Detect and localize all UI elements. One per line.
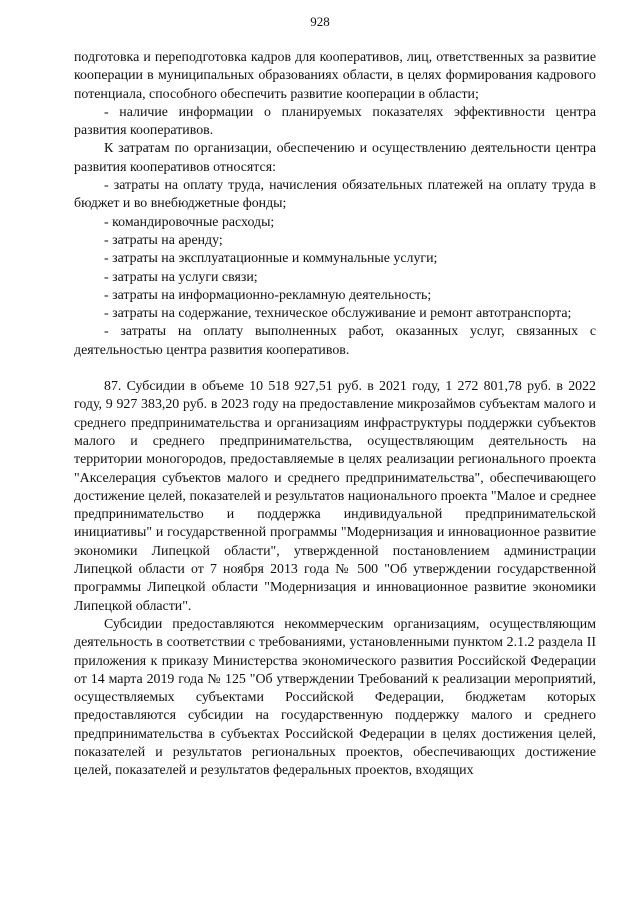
page-number: 928 <box>310 14 330 29</box>
paragraph-subsidy-recipients: Субсидии предоставляются некоммерческим организациям, осуществляющим деятельность в соответствии с требованиями, установленными пунктом 2.1.2 раздела II приложения к приказу Министерства экономического развития Российской Федерации от 14 марта 2019 года № 125 "Об утверждении Требований к реализации мероприятий, осуществляемых субъектами Российской Федерации, бюджетам которых предоставляются субсидии на государственную поддержку малого и среднего предпринимательства в субъектах Российской Федерации в целях достижения целей, показателей и результатов региональных проектов, обеспечивающих достижение целей, показателей и результатов федеральных проектов, входящих <box>74 616 596 779</box>
list-item-communication-costs: - затраты на услуги связи; <box>104 269 258 285</box>
document-body <box>74 49 596 781</box>
list-item-labor-costs: - затраты на оплату труда, начисления обязательных платежей на оплату труда в бюджет и во внебюджетные фонды; <box>74 178 596 212</box>
section-gap <box>74 360 596 378</box>
list-item-advertising-costs: - затраты на информационно-рекламную деятельность; <box>104 287 432 303</box>
paragraph-costs-intro: К затратам по организации, обеспечению и осуществлению деятельности центра развития кооперативов относятся: <box>74 141 596 175</box>
list-item-travel-costs: - командировочные расходы; <box>104 214 275 230</box>
paragraph-cadres: подготовка и переподготовка кадров для кооперативов, лиц, ответственных за развитие кооперации в муниципальных образованиях области, в целях формирования кадрового потенциала, способного обеспечить развитие кооперации в области; <box>74 50 596 102</box>
list-item-utility-costs: - затраты на эксплуатационные и коммунальные услуги; <box>104 251 438 267</box>
list-item-vehicle-costs: - затраты на содержание, техническое обслуживание и ремонт автотранспорта; <box>104 306 572 322</box>
paragraph-item-87: 87. Субсидии в объеме 10 518 927,51 руб. в 2021 году, 1 272 801,78 руб. в 2022 году, 9 927 383,20 руб. в 2023 году на предоставление микрозаймов субъектам малого и среднего предпринимательства и организациям инфраструктуры поддержки субъектов малого и среднего предпринимательства, осуществляющим деятельность на территории моногородов, предоставляемые в целях реализации регионального проекта "Акселерация субъектов малого и среднего предпринимательства", обеспечивающего достижение целей, показателей и результатов национального проекта "Малое и среднее предпринимательство и поддержка индивидуальной предпринимательской инициативы" и государственной программы "Модернизация и инновационное развитие экономики Липецкой области", утвержденной постановлением администрации Липецкой области от 7 ноября 2013 года № 500 "Об утверждении государственной программы Липецкой области "Модернизация и инновационное развитие экономики Липецкой области". <box>74 379 596 614</box>
list-item-services-costs: - затраты на оплату выполненных работ, оказанных услуг, связанных с деятельностью центра развития кооперативов. <box>74 324 596 358</box>
list-item-rent-costs: - затраты на аренду; <box>104 232 223 248</box>
paragraph-efficiency-info: - наличие информации о планируемых показателях эффективности центра развития кооперативов. <box>74 104 596 139</box>
